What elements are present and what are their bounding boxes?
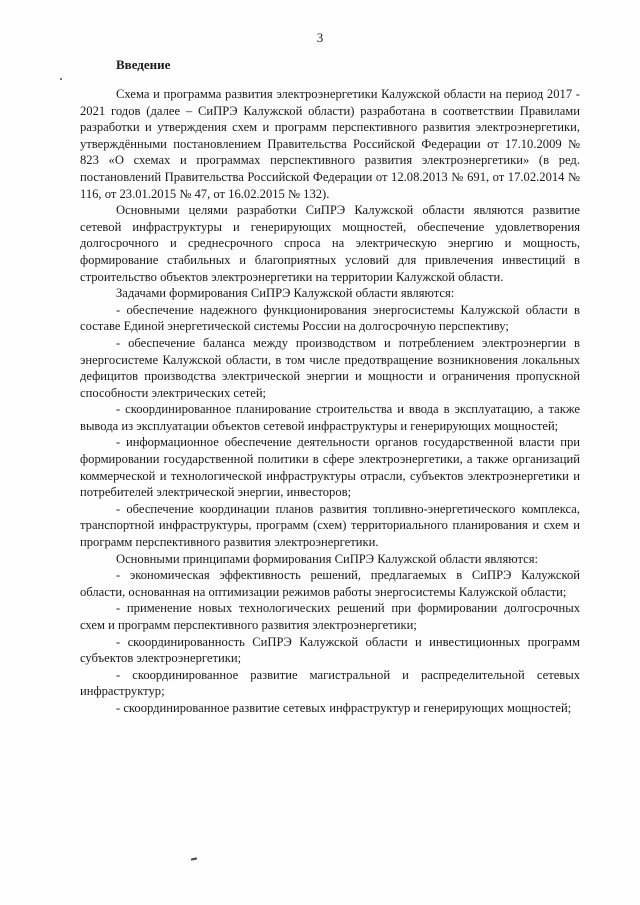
paragraph: Основными принципами формирования СиПРЭ Калужской области являются: — [116, 551, 539, 566]
list-item: - обеспечение надежного функционирования энергосистемы Калужской области в составе Единой энергетической системы России на долгосрочную перспективу; — [80, 302, 580, 334]
scan-mark — [191, 857, 197, 860]
list-item: - экономическая эффективность решений, предлагаемых в СиПРЭ Калужской области, основанная на оптимизации режимов работы энергосистемы Калужской области; — [80, 568, 580, 599]
paragraph: Основными целями разработки СиПРЭ Калужской области являются развитие сетевой инфраструктуры и генерирующих мощностей, обеспечение удовлетворения долгосрочного и среднесрочного спроса на электрическую энергию и мощность, формирование стабильных и благоприятных условий для привлечения инвестиций в строительство объектов электроэнергетики на территории Калужской области. — [80, 203, 580, 284]
list-item: - скоординированное развитие сетевых инфраструктур и генерирующих мощностей; — [116, 700, 572, 715]
list-item: - применение новых технологических решений при формировании долгосрочных схем и программ перспективного развития электроэнергетики; — [80, 601, 580, 632]
paragraph: Задачами формирования СиПРЭ Калужской области являются: — [116, 286, 455, 301]
list-item: - обеспечение баланса между производством и потреблением электроэнергии в энергосистеме Калужской области, в том числе предотвращение возникновения локальных дефицитов производства электрической энергии и мощности и ограничения пропускной способности электрических сетей; — [80, 335, 580, 400]
list-item: - скоординированное планирование строительства и ввода в эксплуатацию, а также вывода из эксплуатации объектов сетевой инфраструктуры и генерирующих мощностей; — [80, 402, 580, 433]
list-item: - скоординированное развитие магистральной и распределительной сетевых инфраструктур; — [80, 667, 580, 699]
page-number: 3 — [316, 30, 324, 45]
list-item: - скоординированность СиПРЭ Калужской области и инвестиционных программ субъектов электроэнергетики; — [80, 634, 580, 666]
scan-speck — [60, 78, 62, 80]
list-item: - информационное обеспечение деятельности органов государственной власти при формировании государственной политики в сфере электроэнергетики, а также организаций коммерческой и технологической инфраструктуры отрасли, субъектов электроэнергетики и потребителей электрической энергии, инвесторов; — [80, 435, 580, 500]
document-body — [80, 86, 580, 717]
paragraph: Схема и программа развития электроэнергетики Калужской области на период 2017 - 2021 годов (далее – СиПРЭ Калужской области) разработана в соответствии Правилами разработки и утверждения схем и программ перспективного развития электроэнергетики, утверждёнными постановлением Правительства Российской Федерации от 17.10.2009 № 823 «О схемах и программах перспективного развития электроэнергетики» (в ред. постановлений Правительства Российской Федерации от 12.08.2013 № 691, от 17.02.2014 № 116, от 23.01.2015 № 47, от 16.02.2015 № 132). — [80, 87, 580, 201]
list-item: - обеспечение координации планов развития топливно-энергетического комплекса, транспортной инфраструктуры, программ (схем) территориального планирования и схем и программ перспективного развития электроэнергетики. — [80, 501, 580, 550]
section-heading: Введение — [116, 57, 171, 72]
